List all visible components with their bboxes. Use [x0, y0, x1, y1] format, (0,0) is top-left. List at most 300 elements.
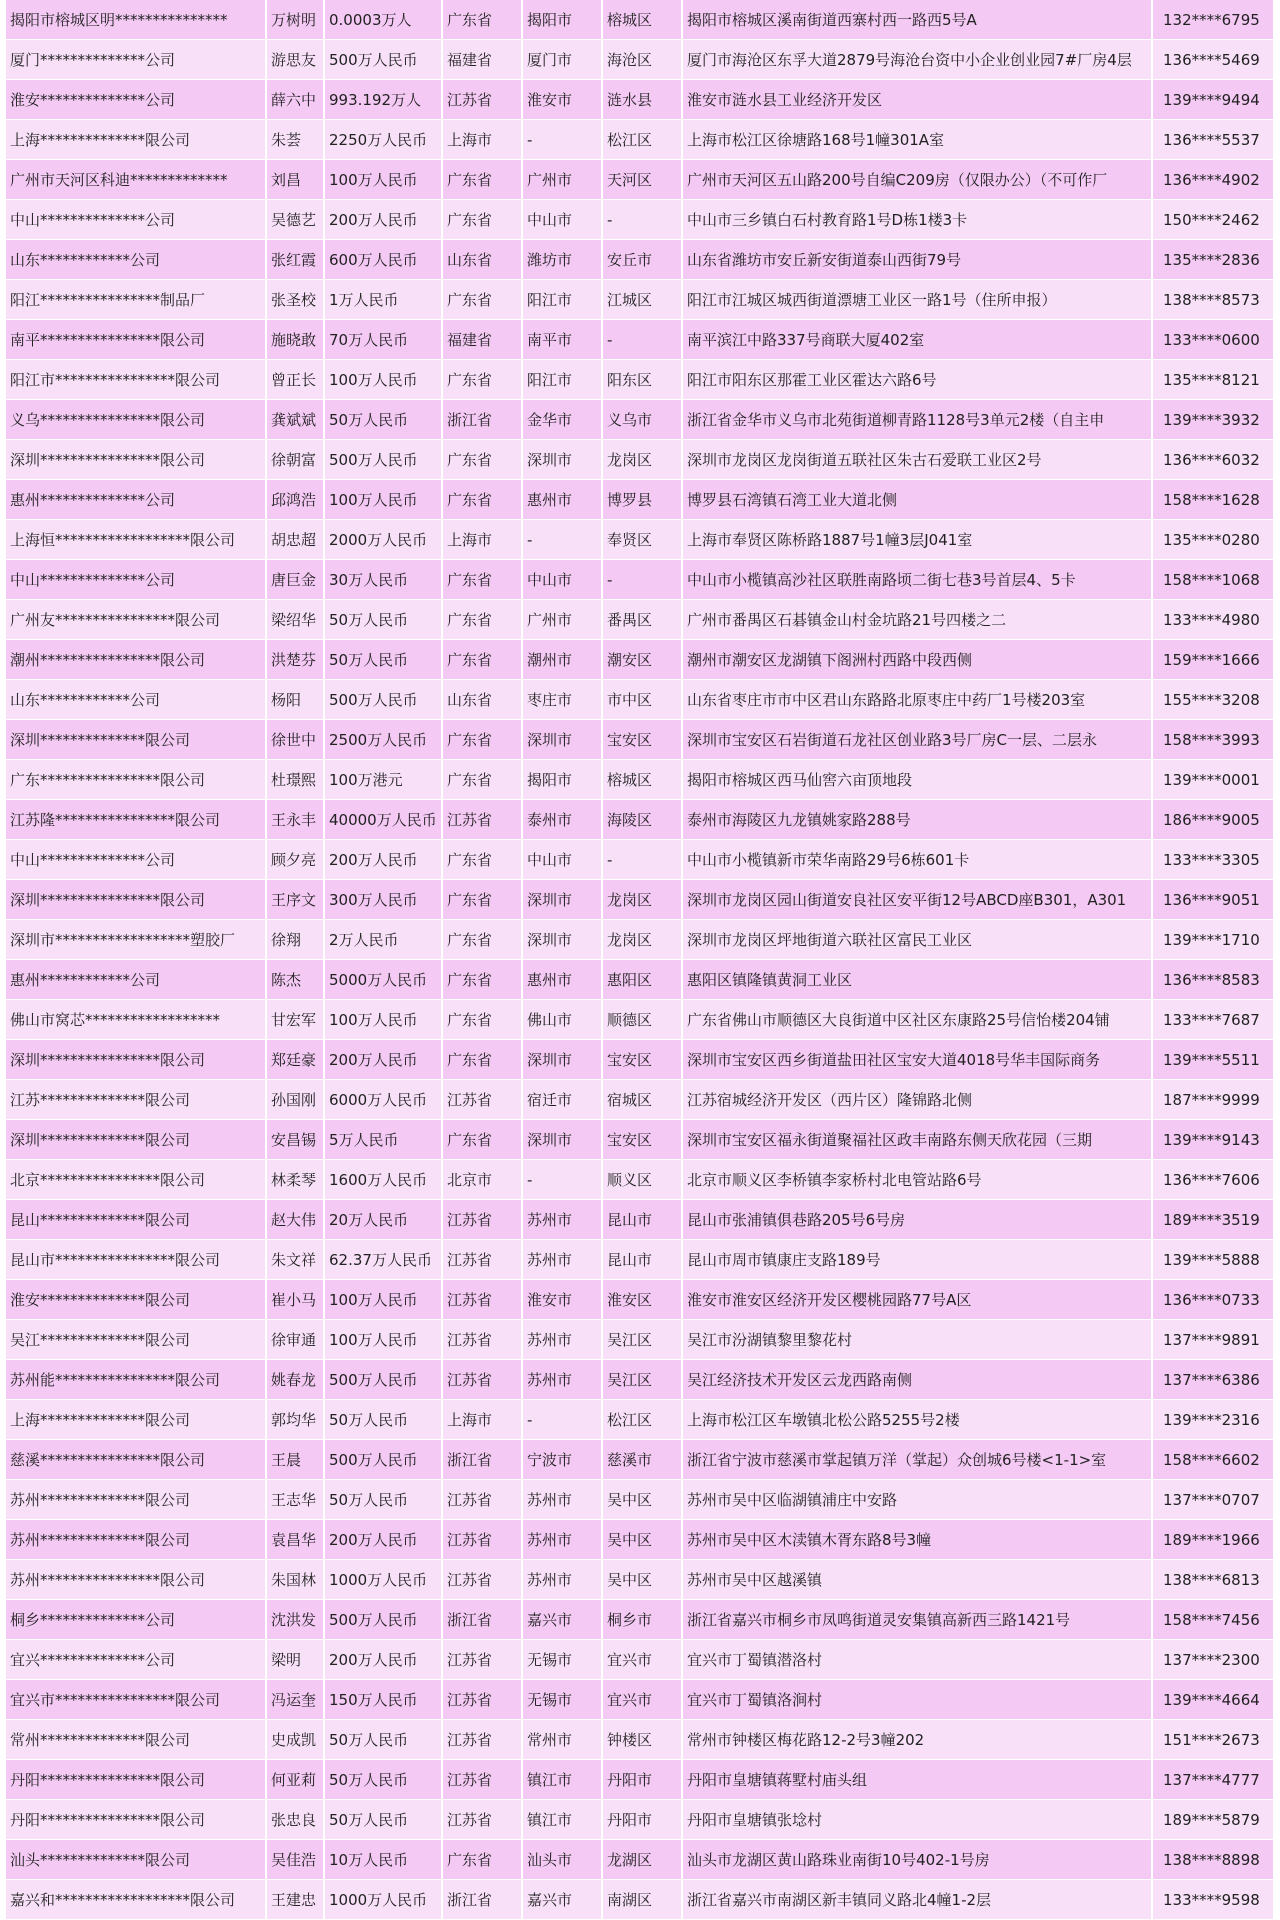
city-cell: 阳江市 [522, 280, 602, 320]
registered-capital-cell: 100万人民币 [324, 1280, 442, 1320]
company-name-cell: 苏州**************限公司 [6, 1480, 266, 1520]
province-cell: 广东省 [442, 1040, 522, 1080]
phone-cell: 150****2462 [1152, 200, 1274, 240]
district-cell: 松江区 [602, 120, 682, 160]
registered-capital-cell: 200万人民币 [324, 1040, 442, 1080]
city-cell: 厦门市 [522, 40, 602, 80]
legal-rep-cell: 梁明 [266, 1640, 324, 1680]
address-cell: 泰州市海陵区九龙镇姚家路288号 [682, 800, 1152, 840]
phone-cell: 186****9005 [1152, 800, 1274, 840]
legal-rep-cell: 杨阳 [266, 680, 324, 720]
district-cell: 吴江区 [602, 1360, 682, 1400]
table-row [6, 400, 1274, 440]
address-cell: 山东省潍坊市安丘新安街道泰山西街79号 [682, 240, 1152, 280]
phone-cell: 137****0707 [1152, 1480, 1274, 1520]
registered-capital-cell: 50万人民币 [324, 1400, 442, 1440]
registered-capital-cell: 1000万人民币 [324, 1880, 442, 1920]
city-cell: 潮州市 [522, 640, 602, 680]
phone-cell: 135****0280 [1152, 520, 1274, 560]
district-cell: 江城区 [602, 280, 682, 320]
district-cell: 博罗县 [602, 480, 682, 520]
province-cell: 广东省 [442, 760, 522, 800]
company-name-cell: 苏州能****************限公司 [6, 1360, 266, 1400]
district-cell: 顺德区 [602, 1000, 682, 1040]
district-cell: 顺义区 [602, 1160, 682, 1200]
city-cell: 淮安市 [522, 1280, 602, 1320]
registered-capital-cell: 50万人民币 [324, 1800, 442, 1840]
address-cell: 惠阳区镇隆镇黄洞工业区 [682, 960, 1152, 1000]
address-cell: 揭阳市榕城区西马仙窖六亩顶地段 [682, 760, 1152, 800]
city-cell: 揭阳市 [522, 0, 602, 40]
table-row [6, 1400, 1274, 1440]
phone-cell: 139****4664 [1152, 1680, 1274, 1720]
address-cell: 深圳市龙岗区龙岗街道五联社区朱古石爱联工业区2号 [682, 440, 1152, 480]
company-name-cell: 南平****************限公司 [6, 320, 266, 360]
city-cell: 枣庄市 [522, 680, 602, 720]
district-cell: - [602, 320, 682, 360]
phone-cell: 133****7687 [1152, 1000, 1274, 1040]
city-cell: 广州市 [522, 160, 602, 200]
district-cell: 慈溪市 [602, 1440, 682, 1480]
table-row [6, 920, 1274, 960]
registered-capital-cell: 150万人民币 [324, 1680, 442, 1720]
legal-rep-cell: 龚斌斌 [266, 400, 324, 440]
legal-rep-cell: 安昌锡 [266, 1120, 324, 1160]
address-cell: 丹阳市皇塘镇张埝村 [682, 1800, 1152, 1840]
company-name-cell: 深圳**************限公司 [6, 720, 266, 760]
legal-rep-cell: 邱鸿浩 [266, 480, 324, 520]
district-cell: - [602, 200, 682, 240]
table-row [6, 1840, 1274, 1880]
company-name-cell: 上海**************限公司 [6, 120, 266, 160]
province-cell: 江苏省 [442, 1320, 522, 1360]
registered-capital-cell: 2000万人民币 [324, 520, 442, 560]
company-name-cell: 丹阳****************限公司 [6, 1760, 266, 1800]
city-cell: 深圳市 [522, 920, 602, 960]
city-cell: 苏州市 [522, 1240, 602, 1280]
phone-cell: 136****5469 [1152, 40, 1274, 80]
registered-capital-cell: 6000万人民币 [324, 1080, 442, 1120]
address-cell: 深圳市宝安区西乡街道盐田社区宝安大道4018号华丰国际商务 [682, 1040, 1152, 1080]
phone-cell: 135****2836 [1152, 240, 1274, 280]
company-name-cell: 宜兴市****************限公司 [6, 1680, 266, 1720]
address-cell: 汕头市龙湖区黄山路珠业南街10号402-1号房 [682, 1840, 1152, 1880]
district-cell: 昆山市 [602, 1200, 682, 1240]
legal-rep-cell: 冯运奎 [266, 1680, 324, 1720]
company-name-cell: 山东************公司 [6, 240, 266, 280]
district-cell: 吴中区 [602, 1520, 682, 1560]
province-cell: 广东省 [442, 640, 522, 680]
table-row [6, 1520, 1274, 1560]
address-cell: 昆山市张浦镇俱巷路205号6号房 [682, 1200, 1152, 1240]
phone-cell: 139****1710 [1152, 920, 1274, 960]
address-cell: 潮州市潮安区龙湖镇下阁洲村西路中段西侧 [682, 640, 1152, 680]
district-cell: 吴中区 [602, 1480, 682, 1520]
district-cell: 宝安区 [602, 720, 682, 760]
registered-capital-cell: 1600万人民币 [324, 1160, 442, 1200]
table-row [6, 40, 1274, 80]
province-cell: 江苏省 [442, 1280, 522, 1320]
table-row [6, 1120, 1274, 1160]
province-cell: 江苏省 [442, 1680, 522, 1720]
district-cell: 桐乡市 [602, 1600, 682, 1640]
company-name-cell: 深圳市******************塑胶厂 [6, 920, 266, 960]
registered-capital-cell: 50万人民币 [324, 640, 442, 680]
province-cell: 北京市 [442, 1160, 522, 1200]
legal-rep-cell: 朱国林 [266, 1560, 324, 1600]
city-cell: 苏州市 [522, 1520, 602, 1560]
table-row [6, 320, 1274, 360]
table-row [6, 1560, 1274, 1600]
city-cell: 阳江市 [522, 360, 602, 400]
table-row [6, 360, 1274, 400]
address-cell: 常州市钟楼区梅花路12-2号3幢202 [682, 1720, 1152, 1760]
registered-capital-cell: 70万人民币 [324, 320, 442, 360]
table-row [6, 160, 1274, 200]
district-cell: 龙岗区 [602, 440, 682, 480]
company-name-cell: 汕头**************限公司 [6, 1840, 266, 1880]
registered-capital-cell: 100万人民币 [324, 480, 442, 520]
province-cell: 浙江省 [442, 1600, 522, 1640]
district-cell: 宜兴市 [602, 1640, 682, 1680]
phone-cell: 139****5511 [1152, 1040, 1274, 1080]
city-cell: 泰州市 [522, 800, 602, 840]
province-cell: 上海市 [442, 1400, 522, 1440]
phone-cell: 137****6386 [1152, 1360, 1274, 1400]
table-row [6, 1080, 1274, 1120]
company-name-cell: 昆山市****************限公司 [6, 1240, 266, 1280]
phone-cell: 132****6795 [1152, 0, 1274, 40]
address-cell: 淮安市涟水县工业经济开发区 [682, 80, 1152, 120]
province-cell: 江苏省 [442, 1480, 522, 1520]
company-name-cell: 昆山**************限公司 [6, 1200, 266, 1240]
table-row [6, 600, 1274, 640]
table-row [6, 840, 1274, 880]
phone-cell: 158****3993 [1152, 720, 1274, 760]
province-cell: 浙江省 [442, 1440, 522, 1480]
legal-rep-cell: 王晨 [266, 1440, 324, 1480]
registered-capital-cell: 2250万人民币 [324, 120, 442, 160]
phone-cell: 189****3519 [1152, 1200, 1274, 1240]
city-cell: 镇江市 [522, 1760, 602, 1800]
table-row [6, 0, 1274, 40]
legal-rep-cell: 林柔琴 [266, 1160, 324, 1200]
legal-rep-cell: 陈杰 [266, 960, 324, 1000]
table-row [6, 1320, 1274, 1360]
phone-cell: 138****8573 [1152, 280, 1274, 320]
company-name-cell: 惠州************公司 [6, 960, 266, 1000]
company-name-cell: 揭阳市榕城区明*************** [6, 0, 266, 40]
province-cell: 广东省 [442, 280, 522, 320]
district-cell: 丹阳市 [602, 1800, 682, 1840]
phone-cell: 158****6602 [1152, 1440, 1274, 1480]
registered-capital-cell: 20万人民币 [324, 1200, 442, 1240]
city-cell: 南平市 [522, 320, 602, 360]
registered-capital-cell: 100万人民币 [324, 1320, 442, 1360]
table-row [6, 1040, 1274, 1080]
city-cell: 宿迁市 [522, 1080, 602, 1120]
city-cell: 宁波市 [522, 1440, 602, 1480]
registered-capital-cell: 300万人民币 [324, 880, 442, 920]
address-cell: 宜兴市丁蜀镇洛涧村 [682, 1680, 1152, 1720]
city-cell: 深圳市 [522, 880, 602, 920]
registered-capital-cell: 200万人民币 [324, 1640, 442, 1680]
district-cell: 天河区 [602, 160, 682, 200]
province-cell: 福建省 [442, 320, 522, 360]
address-cell: 江苏宿城经济开发区（西片区）隆锦路北侧 [682, 1080, 1152, 1120]
address-cell: 中山市小榄镇新市荣华南路29号6栋601卡 [682, 840, 1152, 880]
registered-capital-cell: 30万人民币 [324, 560, 442, 600]
company-name-cell: 慈溪****************限公司 [6, 1440, 266, 1480]
address-cell: 山东省枣庄市市中区君山东路路北原枣庄中药厂1号楼203室 [682, 680, 1152, 720]
company-name-cell: 惠州**************公司 [6, 480, 266, 520]
province-cell: 广东省 [442, 960, 522, 1000]
table-row [6, 1160, 1274, 1200]
company-name-cell: 中山**************公司 [6, 560, 266, 600]
city-cell: 深圳市 [522, 1120, 602, 1160]
city-cell: 广州市 [522, 600, 602, 640]
legal-rep-cell: 何亚莉 [266, 1760, 324, 1800]
company-name-cell: 山东************公司 [6, 680, 266, 720]
legal-rep-cell: 顾夕亮 [266, 840, 324, 880]
phone-cell: 136****8583 [1152, 960, 1274, 1000]
legal-rep-cell: 曾正长 [266, 360, 324, 400]
registered-capital-cell: 100万人民币 [324, 1000, 442, 1040]
address-cell: 深圳市龙岗区坪地街道六联社区富民工业区 [682, 920, 1152, 960]
city-cell: 揭阳市 [522, 760, 602, 800]
city-cell: 嘉兴市 [522, 1880, 602, 1920]
legal-rep-cell: 施晓敢 [266, 320, 324, 360]
registered-capital-cell: 50万人民币 [324, 600, 442, 640]
company-name-cell: 上海恒******************限公司 [6, 520, 266, 560]
district-cell: 昆山市 [602, 1240, 682, 1280]
table-row [6, 1720, 1274, 1760]
table-row [6, 480, 1274, 520]
registered-capital-cell: 5万人民币 [324, 1120, 442, 1160]
company-name-cell: 苏州****************限公司 [6, 1560, 266, 1600]
phone-cell: 133****4980 [1152, 600, 1274, 640]
company-name-cell: 中山**************公司 [6, 840, 266, 880]
company-name-cell: 潮州****************限公司 [6, 640, 266, 680]
city-cell: 苏州市 [522, 1200, 602, 1240]
district-cell: 宝安区 [602, 1040, 682, 1080]
city-cell: 淮安市 [522, 80, 602, 120]
province-cell: 江苏省 [442, 1720, 522, 1760]
registered-capital-cell: 100万人民币 [324, 360, 442, 400]
table-row [6, 1360, 1274, 1400]
district-cell: 安丘市 [602, 240, 682, 280]
city-cell: 无锡市 [522, 1640, 602, 1680]
city-cell: 苏州市 [522, 1480, 602, 1520]
city-cell: 中山市 [522, 560, 602, 600]
city-cell: - [522, 1400, 602, 1440]
district-cell: 南湖区 [602, 1880, 682, 1920]
district-cell: 市中区 [602, 680, 682, 720]
registered-capital-cell: 500万人民币 [324, 1360, 442, 1400]
company-name-cell: 厦门**************公司 [6, 40, 266, 80]
registered-capital-cell: 100万人民币 [324, 160, 442, 200]
legal-rep-cell: 孙国刚 [266, 1080, 324, 1120]
district-cell: 吴中区 [602, 1560, 682, 1600]
table-row [6, 280, 1274, 320]
province-cell: 江苏省 [442, 1520, 522, 1560]
table-row [6, 1480, 1274, 1520]
city-cell: 苏州市 [522, 1360, 602, 1400]
phone-cell: 155****3208 [1152, 680, 1274, 720]
table-row [6, 1240, 1274, 1280]
company-name-cell: 北京****************限公司 [6, 1160, 266, 1200]
phone-cell: 135****8121 [1152, 360, 1274, 400]
table-row [6, 240, 1274, 280]
district-cell: 阳东区 [602, 360, 682, 400]
legal-rep-cell: 吴佳浩 [266, 1840, 324, 1880]
registered-capital-cell: 200万人民币 [324, 840, 442, 880]
legal-rep-cell: 徐朝富 [266, 440, 324, 480]
legal-rep-cell: 胡忠超 [266, 520, 324, 560]
legal-rep-cell: 沈洪发 [266, 1600, 324, 1640]
registered-capital-cell: 5000万人民币 [324, 960, 442, 1000]
phone-cell: 136****9051 [1152, 880, 1274, 920]
province-cell: 江苏省 [442, 1080, 522, 1120]
company-name-cell: 广东****************限公司 [6, 760, 266, 800]
company-name-cell: 桐乡**************公司 [6, 1600, 266, 1640]
city-cell: 常州市 [522, 1720, 602, 1760]
registered-capital-cell: 500万人民币 [324, 40, 442, 80]
phone-cell: 138****6813 [1152, 1560, 1274, 1600]
table-row [6, 960, 1274, 1000]
district-cell: 宜兴市 [602, 1680, 682, 1720]
district-cell: 松江区 [602, 1400, 682, 1440]
phone-cell: 139****2316 [1152, 1400, 1274, 1440]
company-name-cell: 吴江**************限公司 [6, 1320, 266, 1360]
address-cell: 宜兴市丁蜀镇潜洛村 [682, 1640, 1152, 1680]
company-name-cell: 上海**************限公司 [6, 1400, 266, 1440]
phone-cell: 139****9494 [1152, 80, 1274, 120]
company-name-cell: 深圳**************限公司 [6, 1120, 266, 1160]
address-cell: 苏州市吴中区临湖镇浦庄中安路 [682, 1480, 1152, 1520]
phone-cell: 136****5537 [1152, 120, 1274, 160]
phone-cell: 187****9999 [1152, 1080, 1274, 1120]
province-cell: 广东省 [442, 0, 522, 40]
table-row [6, 1640, 1274, 1680]
legal-rep-cell: 郭均华 [266, 1400, 324, 1440]
company-table-sheet [6, 0, 1274, 1920]
table-row [6, 80, 1274, 120]
legal-rep-cell: 甘宏军 [266, 1000, 324, 1040]
registered-capital-cell: 40000万人民币 [324, 800, 442, 840]
phone-cell: 139****0001 [1152, 760, 1274, 800]
legal-rep-cell: 姚春龙 [266, 1360, 324, 1400]
legal-rep-cell: 梁绍华 [266, 600, 324, 640]
province-cell: 山东省 [442, 240, 522, 280]
province-cell: 广东省 [442, 1120, 522, 1160]
city-cell: 无锡市 [522, 1680, 602, 1720]
city-cell: 惠州市 [522, 960, 602, 1000]
phone-cell: 139****5888 [1152, 1240, 1274, 1280]
district-cell: 潮安区 [602, 640, 682, 680]
legal-rep-cell: 王建忠 [266, 1880, 324, 1920]
district-cell: 义乌市 [602, 400, 682, 440]
legal-rep-cell: 游思友 [266, 40, 324, 80]
company-name-cell: 淮安**************限公司 [6, 1280, 266, 1320]
company-name-cell: 广州友****************限公司 [6, 600, 266, 640]
table-row [6, 1600, 1274, 1640]
province-cell: 广东省 [442, 160, 522, 200]
legal-rep-cell: 张红霞 [266, 240, 324, 280]
company-name-cell: 宜兴**************公司 [6, 1640, 266, 1680]
table-row [6, 1200, 1274, 1240]
legal-rep-cell: 杜璟熙 [266, 760, 324, 800]
district-cell: 海沧区 [602, 40, 682, 80]
province-cell: 江苏省 [442, 1240, 522, 1280]
phone-cell: 158****7456 [1152, 1600, 1274, 1640]
phone-cell: 138****8898 [1152, 1840, 1274, 1880]
address-cell: 广州市天河区五山路200号自编C209房（仅限办公）（不可作厂 [682, 160, 1152, 200]
address-cell: 厦门市海沧区东孚大道2879号海沧台资中小企业创业园7#厂房4层 [682, 40, 1152, 80]
district-cell: 龙岗区 [602, 880, 682, 920]
address-cell: 中山市小榄镇高沙社区联胜南路顷二街七巷3号首层4、5卡 [682, 560, 1152, 600]
city-cell: 苏州市 [522, 1560, 602, 1600]
phone-cell: 137****9891 [1152, 1320, 1274, 1360]
phone-cell: 189****5879 [1152, 1800, 1274, 1840]
address-cell: 淮安市淮安区经济开发区樱桃园路77号A区 [682, 1280, 1152, 1320]
legal-rep-cell: 徐审通 [266, 1320, 324, 1360]
city-cell: 金华市 [522, 400, 602, 440]
legal-rep-cell: 王志华 [266, 1480, 324, 1520]
district-cell: 宿城区 [602, 1080, 682, 1120]
city-cell: 深圳市 [522, 1040, 602, 1080]
district-cell: 番禺区 [602, 600, 682, 640]
address-cell: 苏州市吴中区越溪镇 [682, 1560, 1152, 1600]
district-cell: 龙湖区 [602, 1840, 682, 1880]
province-cell: 广东省 [442, 1000, 522, 1040]
registered-capital-cell: 2万人民币 [324, 920, 442, 960]
phone-cell: 133****3305 [1152, 840, 1274, 880]
legal-rep-cell: 崔小马 [266, 1280, 324, 1320]
registered-capital-cell: 1万人民币 [324, 280, 442, 320]
phone-cell: 151****2673 [1152, 1720, 1274, 1760]
district-cell: 榕城区 [602, 0, 682, 40]
province-cell: 江苏省 [442, 80, 522, 120]
phone-cell: 136****7606 [1152, 1160, 1274, 1200]
registered-capital-cell: 500万人民币 [324, 1440, 442, 1480]
district-cell: 涟水县 [602, 80, 682, 120]
province-cell: 广东省 [442, 440, 522, 480]
district-cell: 龙岗区 [602, 920, 682, 960]
province-cell: 广东省 [442, 360, 522, 400]
table-row [6, 720, 1274, 760]
legal-rep-cell: 吴德艺 [266, 200, 324, 240]
registered-capital-cell: 200万人民币 [324, 200, 442, 240]
district-cell: 宝安区 [602, 1120, 682, 1160]
city-cell: 惠州市 [522, 480, 602, 520]
city-cell: 佛山市 [522, 1000, 602, 1040]
province-cell: 广东省 [442, 720, 522, 760]
company-name-cell: 嘉兴和******************限公司 [6, 1880, 266, 1920]
registered-capital-cell: 0.0003万人 [324, 0, 442, 40]
registered-capital-cell: 50万人民币 [324, 1760, 442, 1800]
phone-cell: 139****3932 [1152, 400, 1274, 440]
province-cell: 福建省 [442, 40, 522, 80]
address-cell: 浙江省嘉兴市南湖区新丰镇同义路北4幢1-2层 [682, 1880, 1152, 1920]
city-cell: 中山市 [522, 840, 602, 880]
company-name-cell: 深圳****************限公司 [6, 1040, 266, 1080]
province-cell: 江苏省 [442, 800, 522, 840]
city-cell: 中山市 [522, 200, 602, 240]
address-cell: 浙江省嘉兴市桐乡市凤鸣街道灵安集镇高新西三路1421号 [682, 1600, 1152, 1640]
province-cell: 江苏省 [442, 1760, 522, 1800]
province-cell: 广东省 [442, 480, 522, 520]
